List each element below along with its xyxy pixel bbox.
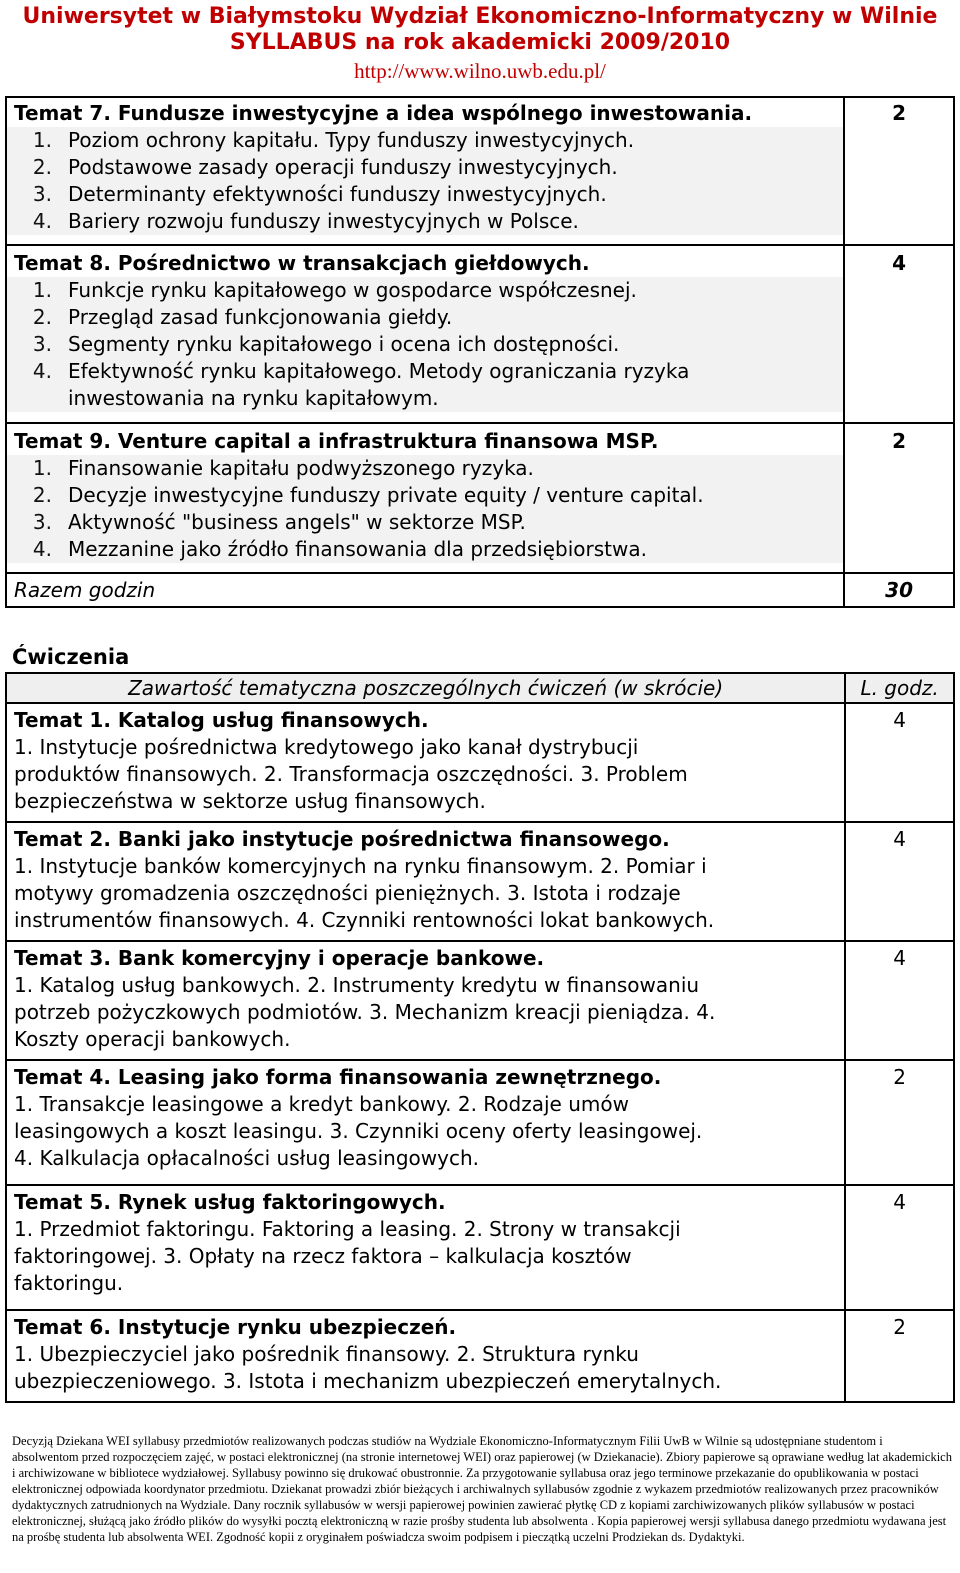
topic-subitem: 1. Funkcje rynku kapitałowego w gospodarce współczesnej. [7, 277, 843, 304]
exercise-content [6, 822, 845, 941]
exercise-title: Temat 5. Rynek usług faktoringowych. [14, 1190, 446, 1214]
topic-hours: 4 [844, 245, 954, 423]
exercise-row [6, 1310, 954, 1402]
topic-hours: 2 [844, 423, 954, 573]
topic-subitem: 1. Poziom ochrony kapitału. Typy funduszy inwestycyjnych. [7, 127, 843, 154]
exercise-hours: 4 [845, 941, 954, 1060]
website-url[interactable]: http://www.wilno.uwb.edu.pl/ [354, 59, 606, 83]
topic-row [6, 245, 954, 423]
exercise-description: 1. Ubezpieczyciel jako pośrednik finansowy. 2. Struktura rynku ubezpieczeniowego. 3. Istota i mechanizm ubezpieczeń emerytalnych. [14, 1342, 722, 1393]
total-row [6, 573, 954, 607]
exercise-title: Temat 4. Leasing jako forma finansowania zewnętrznego. [14, 1065, 662, 1089]
exercise-title: Temat 2. Banki jako instytucje pośrednictwa finansowego. [14, 827, 670, 851]
topic-hours: 2 [844, 97, 954, 245]
exercise-title: Temat 3. Bank komercyjny i operacje bankowe. [14, 946, 545, 970]
exercise-description: 1. Katalog usług bankowych. 2. Instrumenty kredytu w finansowaniu potrzeb pożyczkowych podmiotów. 3. Mechanizm kreacji pieniądza. 4. Koszty operacji bankowych. [14, 973, 716, 1051]
exercise-content [6, 703, 845, 822]
topic-content [6, 245, 844, 423]
syllabus-year-header: SYLLABUS na rok akademicki 2009/2010 [229, 30, 731, 55]
topic-title: Temat 8. Pośrednictwo w transakcjach giełdowych. [14, 251, 590, 275]
topic-subitem: 3. Aktywność "business angels" w sektorze MSP. [7, 509, 843, 536]
topic-content [6, 97, 844, 245]
topic-row [6, 97, 954, 245]
topic-row [6, 423, 954, 573]
topic-subitem: 1. Finansowanie kapitału podwyższonego ryzyka. [7, 455, 843, 482]
exercise-hours: 2 [845, 1060, 954, 1185]
lecture-topics-table [5, 96, 955, 608]
total-label: Razem godzin [6, 573, 844, 607]
topic-subitem: 3. Segmenty rynku kapitałowego i ocena ich dostępności. [7, 331, 843, 358]
exercise-description: 1. Instytucje pośrednictwa kredytowego jako kanał dystrybucji produktów finansowych. 2. Transformacja oszczędności. 3. Problem bezpieczeństwa w sektorze usług finansowych. [14, 735, 688, 813]
exercise-row [6, 703, 954, 822]
exercise-content [6, 941, 845, 1060]
exercise-content [6, 1310, 845, 1402]
column-header-hours: L. godz. [845, 673, 954, 703]
exercise-description: 1. Przedmiot faktoringu. Faktoring a leasing. 2. Strony w transakcji faktoringowej. 3. Opłaty na rzecz faktora – kalkulacja kosztów faktoringu. [14, 1217, 681, 1295]
total-hours: 30 [844, 573, 954, 607]
exercise-row [6, 1060, 954, 1185]
topic-subitem: 3. Determinanty efektywności funduszy inwestycyjnych. [7, 181, 843, 208]
topic-subitem: 2. Podstawowe zasady operacji funduszy inwestycyjnych. [7, 154, 843, 181]
exercise-hours: 2 [845, 1310, 954, 1402]
exercise-row [6, 822, 954, 941]
exercise-row [6, 941, 954, 1060]
topic-subitem: 4. Efektywność rynku kapitałowego. Metody ograniczania ryzyka inwestowania na rynku kapitałowym. [7, 358, 843, 412]
exercise-hours: 4 [845, 703, 954, 822]
exercise-description: 1. Transakcje leasingowe a kredyt bankowy. 2. Rodzaje umów leasingowych a koszt leasingu. 3. Czynniki oceny oferty leasingowej. 4. Kalkulacja opłacalności usług leasingowych. [14, 1092, 703, 1170]
exercise-description: 1. Instytucje banków komercyjnych na rynku finansowym. 2. Pomiar i motywy gromadzenia oszczędności pieniężnych. 3. Istota i rodzaje instrumentów finansowych. 4. Czynniki rentowności lokat bankowych. [14, 854, 715, 932]
topic-subitem: 2. Decyzje inwestycyjne funduszy private equity / venture capital. [7, 482, 843, 509]
exercises-table [5, 672, 955, 1403]
exercises-heading: Ćwiczenia [12, 645, 130, 669]
footer-note: Decyzją Dziekana WEI syllabusy przedmiotów realizowanych podczas studiów na Wydziale Ekonomiczno-Informatycznym Filii UwB w Wilnie są udostępniane studentom i absolwentom przed rozpoczęciem zajęć, w postaci elektronicznej (na stronie internetowej WEI) oraz papierowej (w Dziekanacie). Zbiory papierowe są oprawiane według lat akademickich i archiwizowane w bibliotece wydziałowej. Syllabusy powinno się drukować obustronnie. Za przygotowanie syllabusa oraz jego terminowe przekazanie do opublikowania w postaci elektronicznej odpowiada koordynator przedmiotu. Dziekanat prowadzi zbiór bieżących i archiwalnych syllabusów zgodnie z wykazem przedmiotów realizowanych przez pracowników dydaktycznych zatrudnionych na Wydziale. Dany rocznik syllabusów w wersji papierowej powinien zawierać płytkę CD z kopiami zarchiwizowanych plików syllabusów w postaci elektronicznej, służącą jako źródło plików do wysyłki pocztą elektroniczną w razie prośby studenta lub absolwenta . Kopia papierowej wersji syllabusa danego przedmiotu wydawana jest na prośbę studenta lub absolwenta WEI. Zgodność kopii z oryginałem poświadcza swoim podpisem i pieczątką uczelni Prodziekan ds. Dydaktyki. [12, 1434, 952, 1544]
exercise-content [6, 1060, 845, 1185]
exercise-title: Temat 1. Katalog usług finansowych. [14, 708, 429, 732]
topic-title: Temat 7. Fundusze inwestycyjne a idea wspólnego inwestowania. [14, 101, 753, 125]
topic-subitem: 2. Przegląd zasad funkcjonowania giełdy. [7, 304, 843, 331]
column-header-content: Zawartość tematyczna poszczególnych ćwiczeń (w skrócie) [6, 673, 845, 703]
topic-title: Temat 9. Venture capital a infrastruktura finansowa MSP. [14, 429, 659, 453]
exercise-row [6, 1185, 954, 1310]
exercise-hours: 4 [845, 822, 954, 941]
exercise-hours: 4 [845, 1185, 954, 1310]
topic-subitem: 4. Mezzanine jako źródło finansowania dla przedsiębiorstwa. [7, 536, 843, 563]
exercise-title: Temat 6. Instytucje rynku ubezpieczeń. [14, 1315, 457, 1339]
university-header: Uniwersytet w Białymstoku Wydział Ekonomiczno-Informatyczny w Wilnie [22, 4, 938, 29]
topic-subitem: 4. Bariery rozwoju funduszy inwestycyjnych w Polsce. [7, 208, 843, 235]
exercises-header-row [6, 673, 954, 703]
exercise-content [6, 1185, 845, 1310]
topic-content [6, 423, 844, 573]
